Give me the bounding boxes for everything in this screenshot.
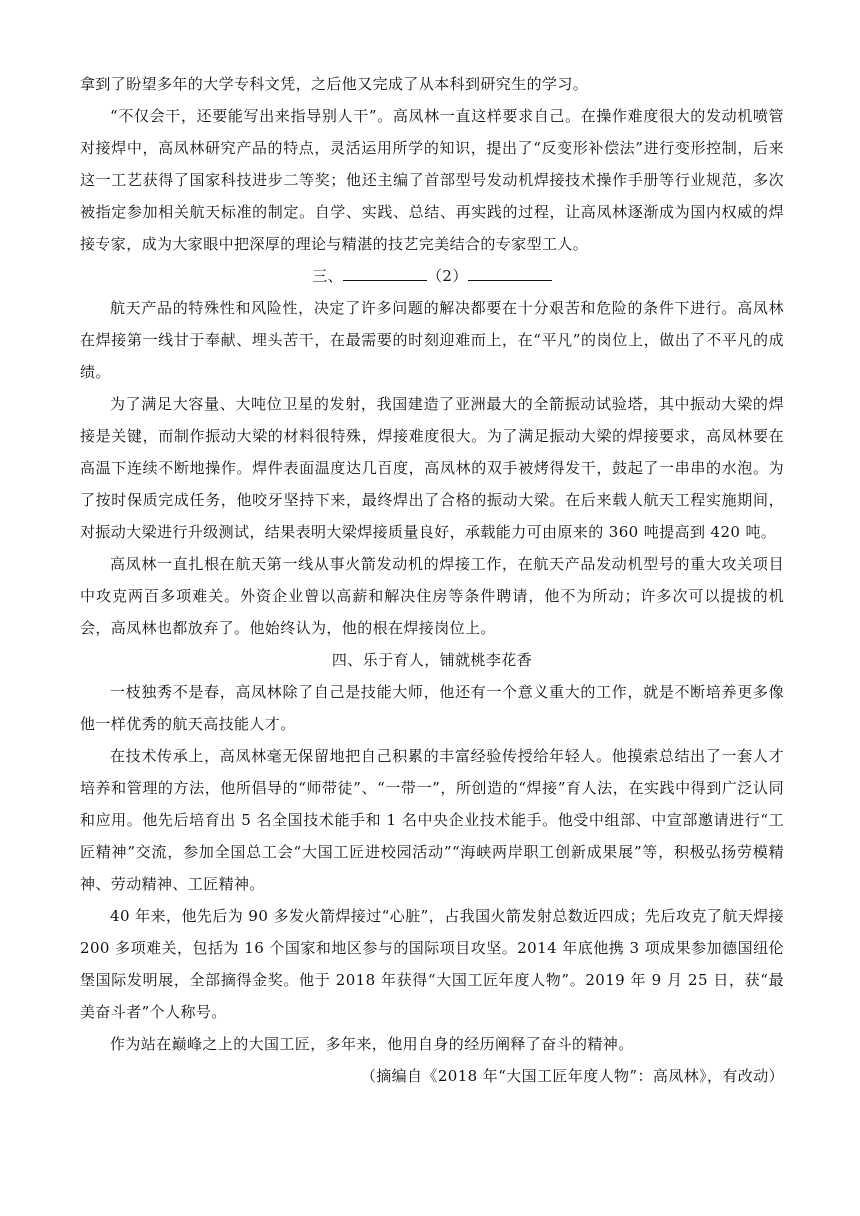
section-heading-prefix: 三、 [312, 267, 344, 285]
paragraph-continuation: 拿到了盼望多年的大学专科文凭，之后他又完成了从本科到研究生的学习。 [80, 75, 589, 93]
paragraph: 高凤林一直扎根在航天第一线从事火箭发动机的焊接工作，在航天产品发动机型号的重大攻关项目中攻克两百多项难关。外资企业曾以高薪和解决住房等条件聘请，他不为所动；许多次可以提拔的机会，高凤林也都放弃了。他始终认为，他的根在焊接岗位上。 [80, 555, 784, 637]
paragraph: 一枝独秀不是春，高凤林除了自己是技能大师，他还有一个意义重大的工作，就是不断培养更多像他一样优秀的航天高技能人才。 [80, 683, 784, 733]
paragraph: 为了满足大容量、大吨位卫星的发射，我国建造了亚洲最大的全箭振动试验塔，其中振动大梁的焊接是关键，而制作振动大梁的材料很特殊，焊接难度很大。为了满足振动大梁的焊接要求，高凤林要在高温下连续不断地操作。焊件表面温度达几百度，高凤林的双手被烤得发干，鼓起了一串串的水泡。为了按时保质完成任务，他咬牙坚持下来，最终焊出了合格的振动大梁。在后来载人航天工程实施期间，对振动大梁进行升级测试，结果表明大梁焊接质量良好，承载能力可由原来的 360 吨提高到 420 吨。 [80, 395, 784, 541]
paragraph: 在技术传承上，高凤林毫无保留地把自己积累的丰富经验传授给年轻人。他摸索总结出了一套人才培养和管理的方法，他所倡导的“师带徒”、“一带一”，所创造的“焊接”育人法，在实践中得到广泛认同和应用。他先后培育出 5 名全国技术能手和 1 名中央企业技术能手。他受中组部、中宣部邀请进行“工匠精神”交流，参加全国总工会“大国工匠进校园活动”“海峡两岸职工创新成果展”等，积极弘扬劳模精神、劳动精神、工匠精神。 [80, 747, 784, 893]
section-heading-4: 四、乐于育人，铺就桃李花香 [331, 651, 533, 669]
paragraph: 作为站在巅峰之上的大国工匠，多年来，他用自身的经历阐释了奋斗的精神。 [110, 1035, 634, 1053]
source-citation: （摘编自《2018 年“大国工匠年度人物”：高凤林》，有改动） [360, 1067, 784, 1085]
paragraph: 40 年来，他先后为 90 多发火箭焊接过“心脏”，占我国火箭发射总数近四成；先后攻克了航天焊接 200 多项难关，包括为 16 个国家和地区参与的国际项目攻坚。2014 年底他携 3 项成果参加德国纽伦堡国际发明展，全部摘得金奖。他于 2018 年获得“大国工匠年度人物”。2019 年 9 月 25 日，获“最美奋斗者”个人称号。 [80, 907, 784, 1021]
blank-number: （2） [427, 267, 468, 285]
section-heading-3 [80, 260, 784, 292]
fill-in-blank[interactable] [468, 266, 552, 281]
paragraph: 航天产品的特殊性和风险性，决定了许多问题的解决都要在十分艰苦和危险的条件下进行。高凤林在焊接第一线甘于奉献、埋头苦干，在最需要的时刻迎难而上，在“平凡”的岗位上，做出了不平凡的成绩。 [80, 299, 784, 381]
document-page [80, 68, 784, 1092]
fill-in-blank[interactable] [343, 266, 427, 281]
paragraph: “不仅会干，还要能写出来指导别人干”。高凤林一直这样要求自己。在操作难度很大的发动机喷管对接焊中，高凤林研究产品的特点，灵活运用所学的知识，提出了“反变形补偿法”进行变形控制，后来这一工艺获得了国家科技进步二等奖；他还主编了首部型号发动机焊接技术操作手册等行业规范，多次被指定参加相关航天标准的制定。自学、实践、总结、再实践的过程，让高凤林逐渐成为国内权威的焊接专家，成为大家眼中把深厚的理论与精湛的技艺完美结合的专家型工人。 [80, 107, 784, 253]
